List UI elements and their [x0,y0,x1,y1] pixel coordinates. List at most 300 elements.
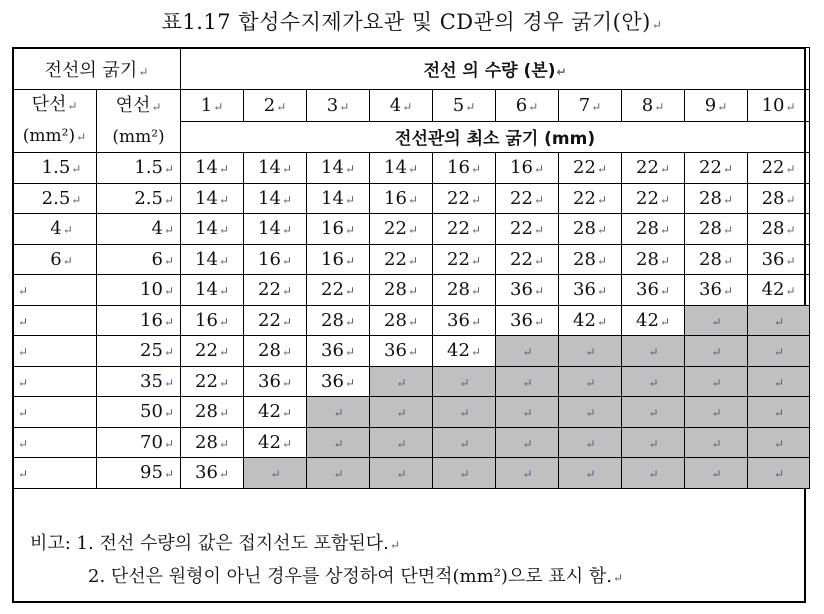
conduit-size-value: 22 [321,279,344,301]
shaded-cell [433,397,496,428]
conduit-size-cell [559,214,622,245]
return-mark-icon: ↵ [659,314,670,329]
table-row [13,427,810,458]
return-mark-icon: ↵ [711,375,722,390]
return-mark-icon: ↵ [62,253,73,268]
return-mark-icon: ↵ [522,406,533,421]
conduit-size-value: 36 [447,309,470,331]
conduit-size-cell [622,183,685,214]
conduit-size-cell [244,336,307,367]
conduit-size-cell [433,305,496,336]
conduit-size-value: 14 [384,157,407,179]
shaded-cell [748,458,810,489]
count-header-1 [181,90,244,122]
return-mark-icon: ↵ [218,345,229,360]
single-wire-label: 단선 [31,94,67,115]
return-mark-icon: ↵ [651,18,663,32]
return-mark-icon: ↵ [722,162,733,177]
return-mark-icon: ↵ [722,253,733,268]
conduit-size-value: 36 [321,370,344,392]
stranded-wire-value: 6 [151,248,163,270]
shaded-cell [559,397,622,428]
shaded-cell [748,305,810,336]
stranded-wire-unit: (mm²) [112,126,165,147]
return-mark-icon: ↵ [533,223,544,238]
conduit-size-cell [685,183,748,214]
shaded-cell [307,427,370,458]
single-wire-cell [13,183,97,214]
return-mark-icon: ↵ [470,162,481,177]
return-mark-icon: ↵ [163,314,175,329]
return-mark-icon: ↵ [281,223,292,238]
return-mark-icon: ↵ [465,99,476,114]
shaded-cell [748,397,810,428]
conduit-size-value: 28 [195,431,218,453]
return-mark-icon: ↵ [163,192,175,207]
conduit-size-value: 42 [573,309,596,331]
return-mark-icon: ↵ [522,345,533,360]
shaded-cell [622,427,685,458]
shaded-cell [685,397,748,428]
return-mark-icon: ↵ [659,162,670,177]
header-row-2 [13,90,810,122]
shaded-cell [685,458,748,489]
count-label: 10 [761,94,785,116]
return-mark-icon: ↵ [596,253,607,268]
conduit-size-value: 28 [761,218,785,240]
count-header-9 [685,90,748,122]
return-mark-icon: ↵ [163,467,175,482]
return-mark-icon: ↵ [281,406,292,421]
conduit-size-value: 14 [258,187,281,209]
conduit-size-value: 22 [636,157,659,179]
return-mark-icon: ↵ [648,467,659,482]
return-mark-icon: ↵ [585,436,596,451]
return-mark-icon: ↵ [596,284,607,299]
shaded-cell [685,427,748,458]
conduit-size-cell [748,183,810,214]
return-mark-icon: ↵ [407,192,418,207]
stranded-wire-value: 1.5 [134,157,163,179]
shaded-cell [496,397,559,428]
table-caption-text: 표1.17 합성수지제가요관 및 CD관의 경우 굵기(안) [161,10,651,34]
return-mark-icon: ↵ [281,314,292,329]
conduit-size-cell [685,214,748,245]
return-mark-icon: ↵ [470,345,481,360]
shaded-cell [496,366,559,397]
return-mark-icon: ↵ [281,375,292,390]
return-mark-icon: ↵ [344,223,355,238]
shaded-cell [685,305,748,336]
return-mark-icon: ↵ [281,284,292,299]
table-row [13,458,810,489]
return-mark-icon: ↵ [785,99,796,114]
conduit-size-value: 14 [195,187,218,209]
conduit-size-value: 28 [699,218,722,240]
conduit-size-value: 16 [258,248,281,270]
shaded-cell [748,427,810,458]
return-mark-icon: ↵ [76,130,87,144]
return-mark-icon: ↵ [344,375,355,390]
return-mark-icon: ↵ [218,436,229,451]
conduit-size-cell [559,153,622,184]
single-wire-unit: (mm²) [22,126,76,146]
stranded-wire-cell [97,397,181,428]
return-mark-icon: ↵ [774,345,785,360]
wire-count-label: 전선 의 수량 (본) [423,61,556,81]
conduit-size-value: 22 [195,370,218,392]
table-row [13,305,810,336]
conduit-size-cell [244,397,307,428]
count-label: 2 [263,94,276,116]
conduit-size-cell [244,305,307,336]
conduit-size-cell [622,305,685,336]
stranded-wire-cell [97,427,181,458]
single-wire-cell [13,275,97,306]
return-mark-icon: ↵ [213,99,224,114]
conduit-size-cell [685,153,748,184]
conduit-size-cell [433,153,496,184]
return-mark-icon: ↵ [596,223,607,238]
conduit-size-cell [307,153,370,184]
return-mark-icon: ↵ [591,99,602,114]
table-body [13,48,810,489]
remarks [30,528,623,594]
conduit-size-value: 22 [573,187,596,209]
conduit-size-value: 36 [699,279,722,301]
conduit-size-cell [559,305,622,336]
conduit-size-cell [433,214,496,245]
conduit-size-cell [244,366,307,397]
return-mark-icon: ↵ [659,284,670,299]
return-mark-icon: ↵ [711,406,722,421]
remark-1 [30,528,623,561]
conduit-size-cell [433,183,496,214]
stranded-wire-cell [97,305,181,336]
return-mark-icon: ↵ [785,253,796,268]
count-label: 4 [389,94,402,116]
shaded-cell [496,458,559,489]
conduit-size-cell [370,305,433,336]
return-mark-icon: ↵ [138,64,149,79]
conduit-size-cell [622,275,685,306]
return-mark-icon: ↵ [71,192,82,207]
conduit-size-cell [748,153,810,184]
conduit-size-cell [307,305,370,336]
return-mark-icon: ↵ [470,192,481,207]
conduit-size-value: 22 [384,218,407,240]
return-mark-icon: ↵ [407,345,418,360]
return-mark-icon: ↵ [459,406,470,421]
shaded-cell [622,458,685,489]
conduit-size-value: 36 [384,340,407,362]
conduit-size-value: 28 [761,187,785,209]
stranded-wire-cell [97,244,181,275]
return-mark-icon: ↵ [218,162,229,177]
return-mark-icon: ↵ [785,223,796,238]
conduit-size-cell [748,214,810,245]
conduit-size-cell [244,183,307,214]
return-mark-icon: ↵ [711,436,722,451]
conduit-size-cell [181,244,244,275]
return-mark-icon: ↵ [459,467,470,482]
shaded-cell [559,458,622,489]
return-mark-icon: ↵ [659,253,670,268]
conduit-size-value: 16 [195,309,218,331]
return-mark-icon: ↵ [648,345,659,360]
return-mark-icon: ↵ [459,375,470,390]
shaded-cell [433,458,496,489]
table-row [13,244,810,275]
stranded-wire-label: 연선 [115,94,151,116]
return-mark-icon: ↵ [281,345,292,360]
return-mark-icon: ↵ [163,375,175,390]
conduit-size-value: 36 [573,279,596,301]
conduit-size-value: 28 [573,248,596,270]
conduit-size-value: 14 [321,187,344,209]
conduit-size-value: 28 [636,248,659,270]
conduit-size-value: 14 [195,279,218,301]
conduit-size-value: 28 [258,340,281,362]
conduit-size-value: 14 [258,157,281,179]
return-mark-icon: ↵ [396,375,407,390]
conduit-size-cell [496,214,559,245]
return-mark-icon: ↵ [470,253,481,268]
return-mark-icon: ↵ [396,467,407,482]
return-mark-icon: ↵ [71,162,82,177]
return-mark-icon: ↵ [522,375,533,390]
return-mark-icon: ↵ [785,284,796,299]
conduit-size-cell [370,214,433,245]
count-label: 9 [704,94,717,116]
conduit-size-value: 16 [321,218,344,240]
return-mark-icon: ↵ [556,65,567,79]
conduit-size-cell [559,275,622,306]
return-mark-icon: ↵ [163,436,175,451]
conduit-size-cell [181,214,244,245]
shaded-cell [622,397,685,428]
count-header-10 [748,90,810,122]
conduit-size-value: 14 [258,218,281,240]
shaded-cell [748,336,810,367]
return-mark-icon: ↵ [407,314,418,329]
conduit-size-cell [748,244,810,275]
shaded-cell [496,427,559,458]
return-mark-icon: ↵ [585,375,596,390]
conduit-size-value: 42 [258,431,281,453]
return-mark-icon: ↵ [270,467,281,482]
return-mark-icon: ↵ [18,406,29,421]
count-header-6 [496,90,559,122]
return-mark-icon: ↵ [344,345,355,360]
single-wire-cell [13,153,97,184]
remark-2 [30,561,623,594]
conduit-size-value: 14 [195,157,218,179]
conduit-size-cell [181,275,244,306]
return-mark-icon: ↵ [722,223,733,238]
return-mark-icon: ↵ [522,436,533,451]
conduit-size-value: 42 [636,309,659,331]
table-row [13,214,810,245]
return-mark-icon: ↵ [151,99,162,114]
stranded-wire-value: 35 [140,370,163,392]
conduit-size-cell [433,336,496,367]
min-thickness-header [181,121,810,153]
return-mark-icon: ↵ [470,223,481,238]
single-wire-value: 2.5 [41,187,71,209]
table-row [13,397,810,428]
shaded-cell [685,336,748,367]
conduit-size-value: 22 [636,187,659,209]
return-mark-icon: ↵ [218,314,229,329]
conduit-size-value: 22 [761,157,785,179]
conduit-size-cell [496,305,559,336]
count-header-4 [370,90,433,122]
return-mark-icon: ↵ [711,314,722,329]
conduit-size-value: 22 [384,248,407,270]
stranded-wire-value: 70 [140,431,163,453]
return-mark-icon: ↵ [648,436,659,451]
stranded-wire-cell [97,214,181,245]
conduit-size-cell [244,275,307,306]
return-mark-icon: ↵ [774,314,785,329]
conduit-size-cell [244,427,307,458]
conduit-size-value: 28 [447,279,470,301]
min-thickness-label: 전선관의 최소 굵기 (mm) [395,129,596,150]
conduit-size-value: 36 [321,340,344,362]
conduit-size-cell [307,244,370,275]
count-label: 1 [200,94,213,116]
return-mark-icon: ↵ [596,162,607,177]
conduit-size-value: 28 [321,309,344,331]
return-mark-icon: ↵ [163,223,175,238]
table-caption [0,6,824,36]
return-mark-icon: ↵ [470,314,481,329]
conduit-size-value: 42 [761,279,785,301]
conduit-size-cell [370,244,433,275]
conduit-size-cell [181,397,244,428]
return-mark-icon: ↵ [163,162,175,177]
return-mark-icon: ↵ [163,284,175,299]
conduit-size-cell [559,244,622,275]
return-mark-icon: ↵ [218,284,229,299]
stranded-wire-cell [97,183,181,214]
conduit-size-cell [685,275,748,306]
return-mark-icon: ↵ [785,162,796,177]
conduit-size-cell [496,244,559,275]
return-mark-icon: ↵ [659,223,670,238]
count-label: 5 [452,94,465,116]
conduit-size-cell [181,458,244,489]
conduit-size-value: 28 [384,309,407,331]
conduit-size-value: 36 [636,279,659,301]
return-mark-icon: ↵ [396,406,407,421]
conduit-size-value: 28 [195,401,218,423]
return-mark-icon: ↵ [785,192,796,207]
return-mark-icon: ↵ [585,406,596,421]
conduit-size-value: 16 [384,187,407,209]
conduit-size-cell [622,214,685,245]
stranded-wire-value: 4 [151,218,163,240]
return-mark-icon: ↵ [218,406,229,421]
conduit-size-value: 22 [447,218,470,240]
return-mark-icon: ↵ [218,467,229,482]
conduit-size-value: 22 [195,340,218,362]
conduit-size-cell [433,275,496,306]
return-mark-icon: ↵ [585,345,596,360]
return-mark-icon: ↵ [276,99,287,114]
stranded-wire-value: 2.5 [134,187,163,209]
shaded-cell [622,366,685,397]
shaded-cell [307,458,370,489]
conduit-size-value: 28 [699,248,722,270]
return-mark-icon: ↵ [333,436,344,451]
count-header-7 [559,90,622,122]
conduit-size-cell [370,153,433,184]
conduit-size-value: 22 [447,248,470,270]
conduit-size-cell [181,153,244,184]
conduit-size-cell [496,275,559,306]
shaded-cell [748,366,810,397]
conduit-size-cell [496,183,559,214]
conduit-size-value: 22 [699,157,722,179]
return-mark-icon: ↵ [344,314,355,329]
table-row [13,336,810,367]
return-mark-icon: ↵ [333,467,344,482]
return-mark-icon: ↵ [62,223,73,238]
conduit-size-value: 28 [699,187,722,209]
conduit-size-cell [244,214,307,245]
return-mark-icon: ↵ [654,99,665,114]
return-mark-icon: ↵ [218,192,229,207]
single-wire-cell [13,214,97,245]
conduit-size-cell [307,183,370,214]
conduit-size-cell [622,244,685,275]
shaded-cell [244,458,307,489]
return-mark-icon: ↵ [18,375,29,390]
conduit-size-cell [559,183,622,214]
single-wire-header [13,90,97,153]
conduit-size-cell [685,244,748,275]
single-wire-value: 1.5 [41,157,71,179]
return-mark-icon: ↵ [67,99,78,113]
conduit-size-value: 22 [447,187,470,209]
return-mark-icon: ↵ [585,467,596,482]
stranded-wire-value: 50 [140,401,163,423]
count-label: 8 [641,94,654,116]
conduit-size-value: 22 [510,218,533,240]
stranded-wire-value: 16 [140,309,163,331]
return-mark-icon: ↵ [396,436,407,451]
return-mark-icon: ↵ [281,192,292,207]
return-mark-icon: ↵ [281,162,292,177]
conduit-size-cell [307,336,370,367]
conduit-size-cell [370,183,433,214]
remark-1-text: 비고: 1. 전선 수량의 값은 접지선도 포함된다. [30,533,389,554]
return-mark-icon: ↵ [18,467,29,482]
shaded-cell [370,458,433,489]
return-mark-icon: ↵ [163,253,175,268]
count-header-5 [433,90,496,122]
return-mark-icon: ↵ [596,314,607,329]
return-mark-icon: ↵ [533,192,544,207]
count-label: 6 [515,94,528,116]
return-mark-icon: ↵ [596,192,607,207]
shaded-cell [622,336,685,367]
conduit-size-cell [433,244,496,275]
count-header-3 [307,90,370,122]
return-mark-icon: ↵ [18,436,29,451]
